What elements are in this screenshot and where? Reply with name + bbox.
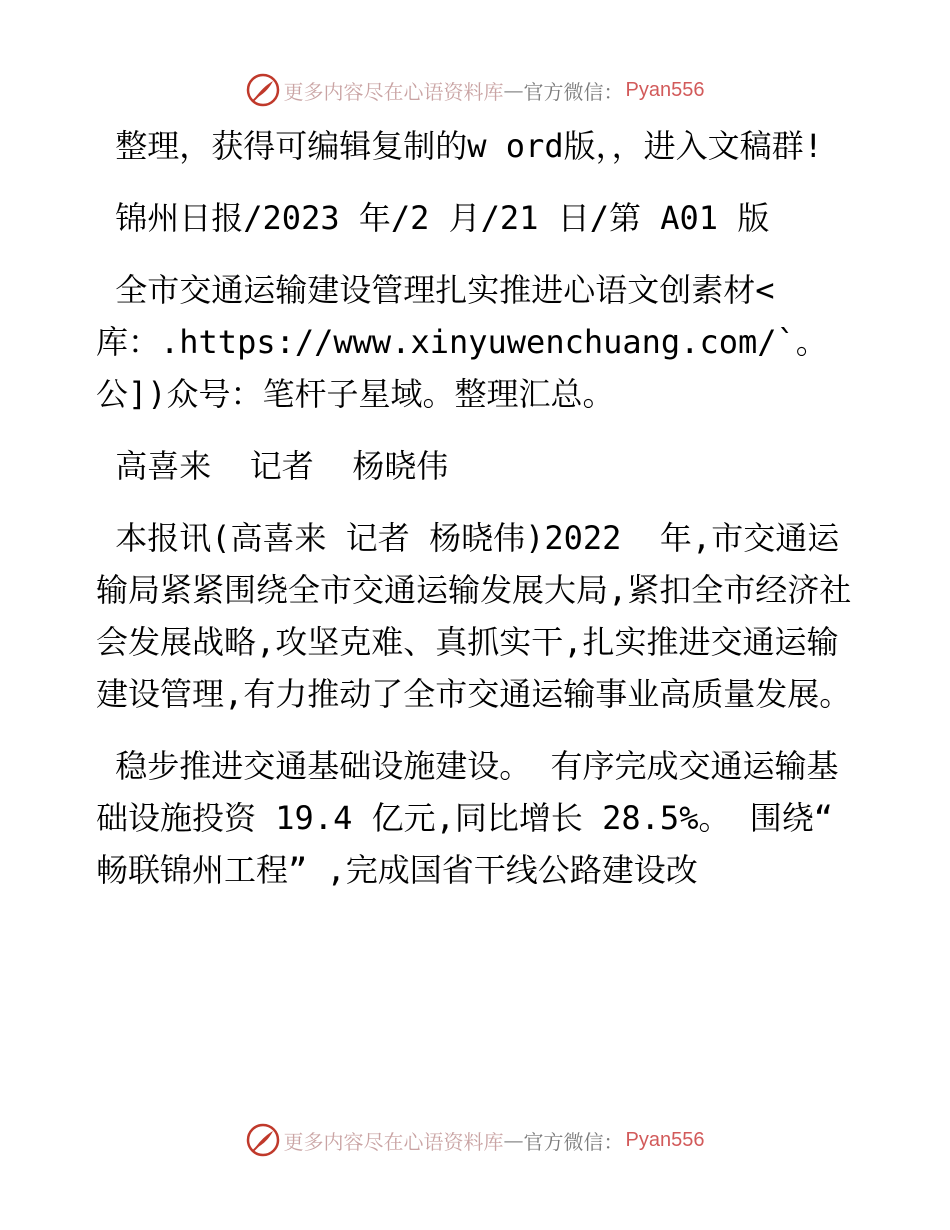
paragraph-infrastructure: 稳步推进交通基础设施建设。 有序完成交通运输基础设施投资 19.4 亿元,同比增长 28.5%。 围绕“ 畅联锦州工程” ,完成国省干线公路建设改: [96, 747, 853, 889]
paragraph-source-line: 锦州日报/2023 年/2 月/21 日/第 A01 版: [96, 199, 770, 237]
watermark-dash: —: [503, 78, 524, 102]
feather-pen-logo-icon: [246, 1123, 280, 1157]
paragraph-headline: 全市交通运输建设管理扎实推进心语文创素材<库：.https://www.xinyuwenchuang.com/`。公])众号：笔杆子星域。整理汇总。: [96, 271, 828, 413]
watermark-text: 更多内容尽在心语资料库: [283, 79, 504, 104]
paragraph-byline: 高喜来 记者 杨晓伟: [96, 447, 449, 485]
feather-pen-logo-icon: [246, 73, 280, 107]
header-watermark: [0, 70, 950, 110]
watermark-dash: —: [503, 1128, 524, 1152]
document-body: [96, 120, 856, 916]
watermark-wechat-id: Pyan556: [625, 78, 705, 101]
watermark-label: 官方微信：: [523, 79, 624, 104]
watermark-text: 更多内容尽在心语资料库: [283, 1129, 504, 1154]
watermark-wechat-id: Pyan556: [625, 1128, 705, 1151]
paragraph-lead: 本报讯(高喜来 记者 杨晓伟)2022 年,市交通运输局紧紧围绕全市交通运输发展大局,紧扣全市经济社会发展战略,攻坚克难、真抓实干,扎实推进交通运输建设管理,有力推动了全市交通运输事业高质量发展。: [96, 519, 852, 713]
paragraph-intro: 整理，获得可编辑复制的w ord版，，进入文稿群!: [96, 127, 823, 165]
footer-watermark: [0, 1120, 950, 1160]
watermark-label: 官方微信：: [523, 1129, 624, 1154]
